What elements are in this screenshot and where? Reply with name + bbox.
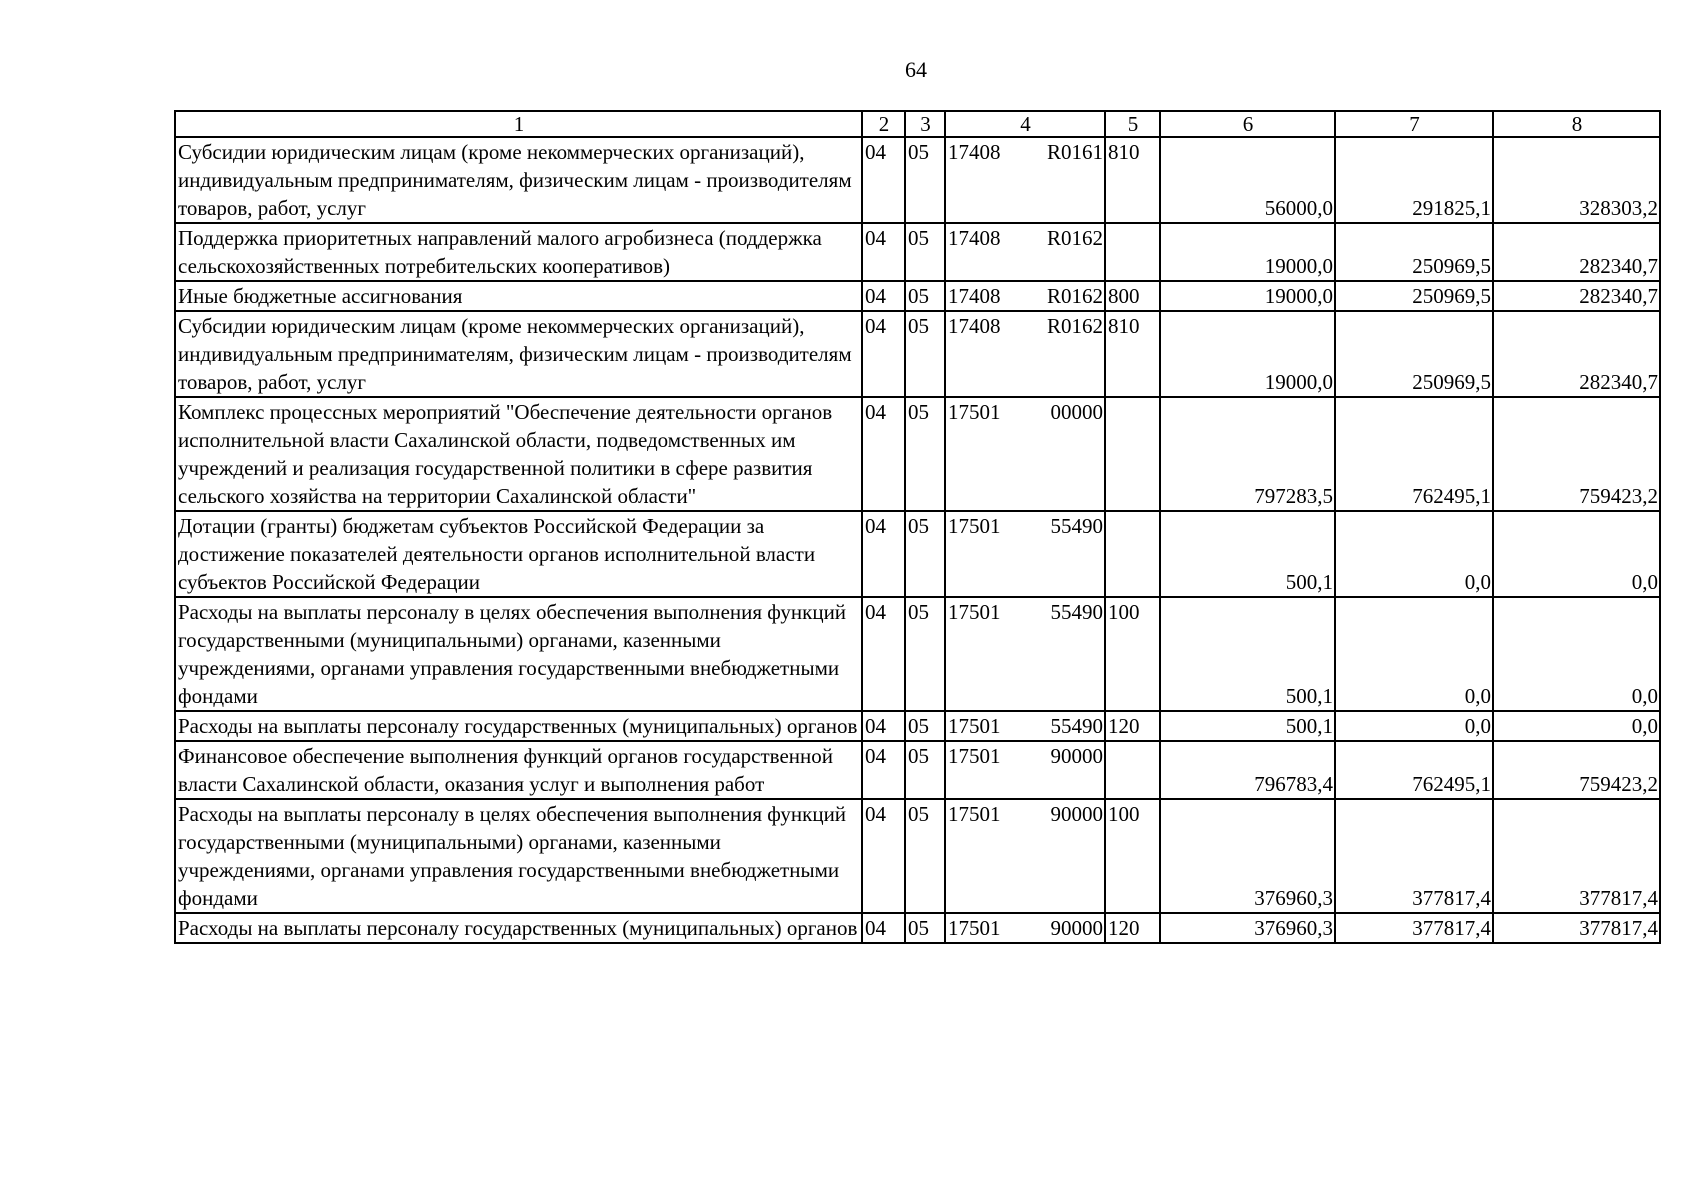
header-col-3: 3 <box>905 111 945 137</box>
row-target-article <box>945 799 1105 913</box>
row-target-article <box>945 311 1105 397</box>
row-amount-col8: 282340,7 <box>1493 311 1660 397</box>
row-target-article <box>945 741 1105 799</box>
header-col-7: 7 <box>1335 111 1493 137</box>
row-subsection-code: 05 <box>905 741 945 799</box>
row-target-article <box>945 281 1105 311</box>
row-section-code: 04 <box>862 597 905 711</box>
row-amount-col8: 759423,2 <box>1493 741 1660 799</box>
row-amount-col6: 500,1 <box>1160 597 1335 711</box>
row-subsection-code: 05 <box>905 511 945 597</box>
row-section-code: 04 <box>862 137 905 223</box>
row-target-direction-code: R0162 <box>1046 314 1103 338</box>
row-expense-type: 120 <box>1105 711 1160 741</box>
row-target-program-code: 17408 <box>948 226 1001 250</box>
row-name: Расходы на выплаты персоналу государственных (муниципальных) органов <box>175 711 862 741</box>
row-name: Субсидии юридическим лицам (кроме некоммерческих организаций), индивидуальным предпринимателям, физическим лицам - производителям товаров, работ, услуг <box>175 137 862 223</box>
row-section-code: 04 <box>862 711 905 741</box>
row-subsection-code: 05 <box>905 311 945 397</box>
row-target-direction-code: 55490 <box>1050 714 1103 738</box>
table-row <box>175 913 1660 943</box>
row-name: Расходы на выплаты персоналу в целях обеспечения выполнения функций государственными (муниципальными) органами, казенными учреждениями, органами управления государственными внебюджетными фондами <box>175 597 862 711</box>
row-amount-col7: 250969,5 <box>1335 223 1493 281</box>
row-amount-col6: 376960,3 <box>1160 799 1335 913</box>
row-amount-col7: 250969,5 <box>1335 311 1493 397</box>
row-target-direction-code: 55490 <box>1050 600 1103 624</box>
row-amount-col6: 376960,3 <box>1160 913 1335 943</box>
row-target-article <box>945 397 1105 511</box>
table-row <box>175 597 1660 711</box>
table-row <box>175 223 1660 281</box>
row-section-code: 04 <box>862 397 905 511</box>
row-expense-type: 800 <box>1105 281 1160 311</box>
row-target-direction-code: R0162 <box>1046 226 1103 250</box>
row-target-program-code: 17501 <box>948 600 1001 624</box>
row-amount-col7: 0,0 <box>1335 511 1493 597</box>
row-name: Комплекс процессных мероприятий "Обеспечение деятельности органов исполнительной власти Сахалинской области, подведомственных им учреждений и реализация государственной политики в сфере развития сельского хозяйства на территории Сахалинской области" <box>175 397 862 511</box>
row-amount-col6: 797283,5 <box>1160 397 1335 511</box>
row-subsection-code: 05 <box>905 597 945 711</box>
row-amount-col6: 500,1 <box>1160 711 1335 741</box>
row-amount-col6: 56000,0 <box>1160 137 1335 223</box>
table-row <box>175 511 1660 597</box>
row-amount-col7: 0,0 <box>1335 597 1493 711</box>
row-amount-col8: 328303,2 <box>1493 137 1660 223</box>
row-name: Иные бюджетные ассигнования <box>175 281 862 311</box>
row-subsection-code: 05 <box>905 137 945 223</box>
row-name: Расходы на выплаты персоналу государственных (муниципальных) органов <box>175 913 862 943</box>
row-amount-col8: 377817,4 <box>1493 799 1660 913</box>
row-amount-col7: 250969,5 <box>1335 281 1493 311</box>
header-col-8: 8 <box>1493 111 1660 137</box>
row-amount-col6: 500,1 <box>1160 511 1335 597</box>
table-row <box>175 137 1660 223</box>
row-expense-type <box>1105 223 1160 281</box>
row-expense-type: 810 <box>1105 137 1160 223</box>
row-expense-type: 810 <box>1105 311 1160 397</box>
row-section-code: 04 <box>862 799 905 913</box>
row-amount-col8: 0,0 <box>1493 597 1660 711</box>
row-subsection-code: 05 <box>905 281 945 311</box>
header-col-6: 6 <box>1160 111 1335 137</box>
table-row <box>175 311 1660 397</box>
row-section-code: 04 <box>862 511 905 597</box>
row-amount-col8: 0,0 <box>1493 511 1660 597</box>
row-section-code: 04 <box>862 281 905 311</box>
table-row <box>175 799 1660 913</box>
row-expense-type <box>1105 397 1160 511</box>
row-amount-col8: 0,0 <box>1493 711 1660 741</box>
row-target-direction-code: 00000 <box>1050 400 1103 424</box>
row-target-article <box>945 597 1105 711</box>
table-row <box>175 711 1660 741</box>
row-amount-col8: 282340,7 <box>1493 281 1660 311</box>
row-target-program-code: 17501 <box>948 514 1001 538</box>
row-name: Финансовое обеспечение выполнения функций органов государственной власти Сахалинской области, оказания услуг и выполнения работ <box>175 741 862 799</box>
row-amount-col8: 377817,4 <box>1493 913 1660 943</box>
row-expense-type <box>1105 511 1160 597</box>
row-amount-col7: 762495,1 <box>1335 397 1493 511</box>
header-col-1: 1 <box>175 111 862 137</box>
row-target-article <box>945 511 1105 597</box>
row-target-program-code: 17501 <box>948 714 1001 738</box>
table-row <box>175 397 1660 511</box>
row-target-article <box>945 223 1105 281</box>
row-section-code: 04 <box>862 913 905 943</box>
row-subsection-code: 05 <box>905 397 945 511</box>
header-col-2: 2 <box>862 111 905 137</box>
page-number: 64 <box>905 57 927 82</box>
row-target-program-code: 17408 <box>948 284 1001 308</box>
row-amount-col6: 19000,0 <box>1160 223 1335 281</box>
header-col-5: 5 <box>1105 111 1160 137</box>
row-amount-col7: 762495,1 <box>1335 741 1493 799</box>
row-subsection-code: 05 <box>905 711 945 741</box>
row-amount-col6: 796783,4 <box>1160 741 1335 799</box>
row-subsection-code: 05 <box>905 913 945 943</box>
table-header <box>175 111 1660 137</box>
row-name: Субсидии юридическим лицам (кроме некоммерческих организаций), индивидуальным предпринимателям, физическим лицам - производителям товаров, работ, услуг <box>175 311 862 397</box>
table-row <box>175 281 1660 311</box>
row-amount-col8: 759423,2 <box>1493 397 1660 511</box>
row-name: Поддержка приоритетных направлений малого агробизнеса (поддержка сельскохозяйственных потребительских кооперативов) <box>175 223 862 281</box>
row-target-program-code: 17501 <box>948 744 1001 768</box>
row-target-article <box>945 913 1105 943</box>
row-section-code: 04 <box>862 223 905 281</box>
row-target-program-code: 17408 <box>948 140 1001 164</box>
row-expense-type: 100 <box>1105 597 1160 711</box>
row-amount-col7: 291825,1 <box>1335 137 1493 223</box>
row-amount-col7: 0,0 <box>1335 711 1493 741</box>
table-row <box>175 741 1660 799</box>
row-subsection-code: 05 <box>905 223 945 281</box>
row-subsection-code: 05 <box>905 799 945 913</box>
budget-table <box>174 110 1661 944</box>
row-target-direction-code: R0161 <box>1046 140 1103 164</box>
row-amount-col6: 19000,0 <box>1160 281 1335 311</box>
row-name: Расходы на выплаты персоналу в целях обеспечения выполнения функций государственными (муниципальными) органами, казенными учреждениями, органами управления государственными внебюджетными фондами <box>175 799 862 913</box>
row-expense-type <box>1105 741 1160 799</box>
row-target-article <box>945 711 1105 741</box>
row-target-program-code: 17501 <box>948 400 1001 424</box>
row-section-code: 04 <box>862 311 905 397</box>
row-name: Дотации (гранты) бюджетам субъектов Российской Федерации за достижение показателей деятельности органов исполнительной власти субъектов Российской Федерации <box>175 511 862 597</box>
row-expense-type: 100 <box>1105 799 1160 913</box>
row-amount-col6: 19000,0 <box>1160 311 1335 397</box>
row-target-direction-code: R0162 <box>1046 284 1103 308</box>
row-section-code: 04 <box>862 741 905 799</box>
row-target-direction-code: 90000 <box>1050 744 1103 768</box>
row-target-direction-code: 90000 <box>1050 802 1103 826</box>
table-body <box>175 137 1660 943</box>
header-row <box>175 111 1660 137</box>
row-target-article <box>945 137 1105 223</box>
row-target-direction-code: 90000 <box>1050 916 1103 940</box>
row-target-direction-code: 55490 <box>1050 514 1103 538</box>
row-target-program-code: 17408 <box>948 314 1001 338</box>
row-amount-col7: 377817,4 <box>1335 799 1493 913</box>
header-col-4: 4 <box>945 111 1105 137</box>
row-target-program-code: 17501 <box>948 916 1001 940</box>
row-amount-col7: 377817,4 <box>1335 913 1493 943</box>
row-amount-col8: 282340,7 <box>1493 223 1660 281</box>
row-expense-type: 120 <box>1105 913 1160 943</box>
row-target-program-code: 17501 <box>948 802 1001 826</box>
